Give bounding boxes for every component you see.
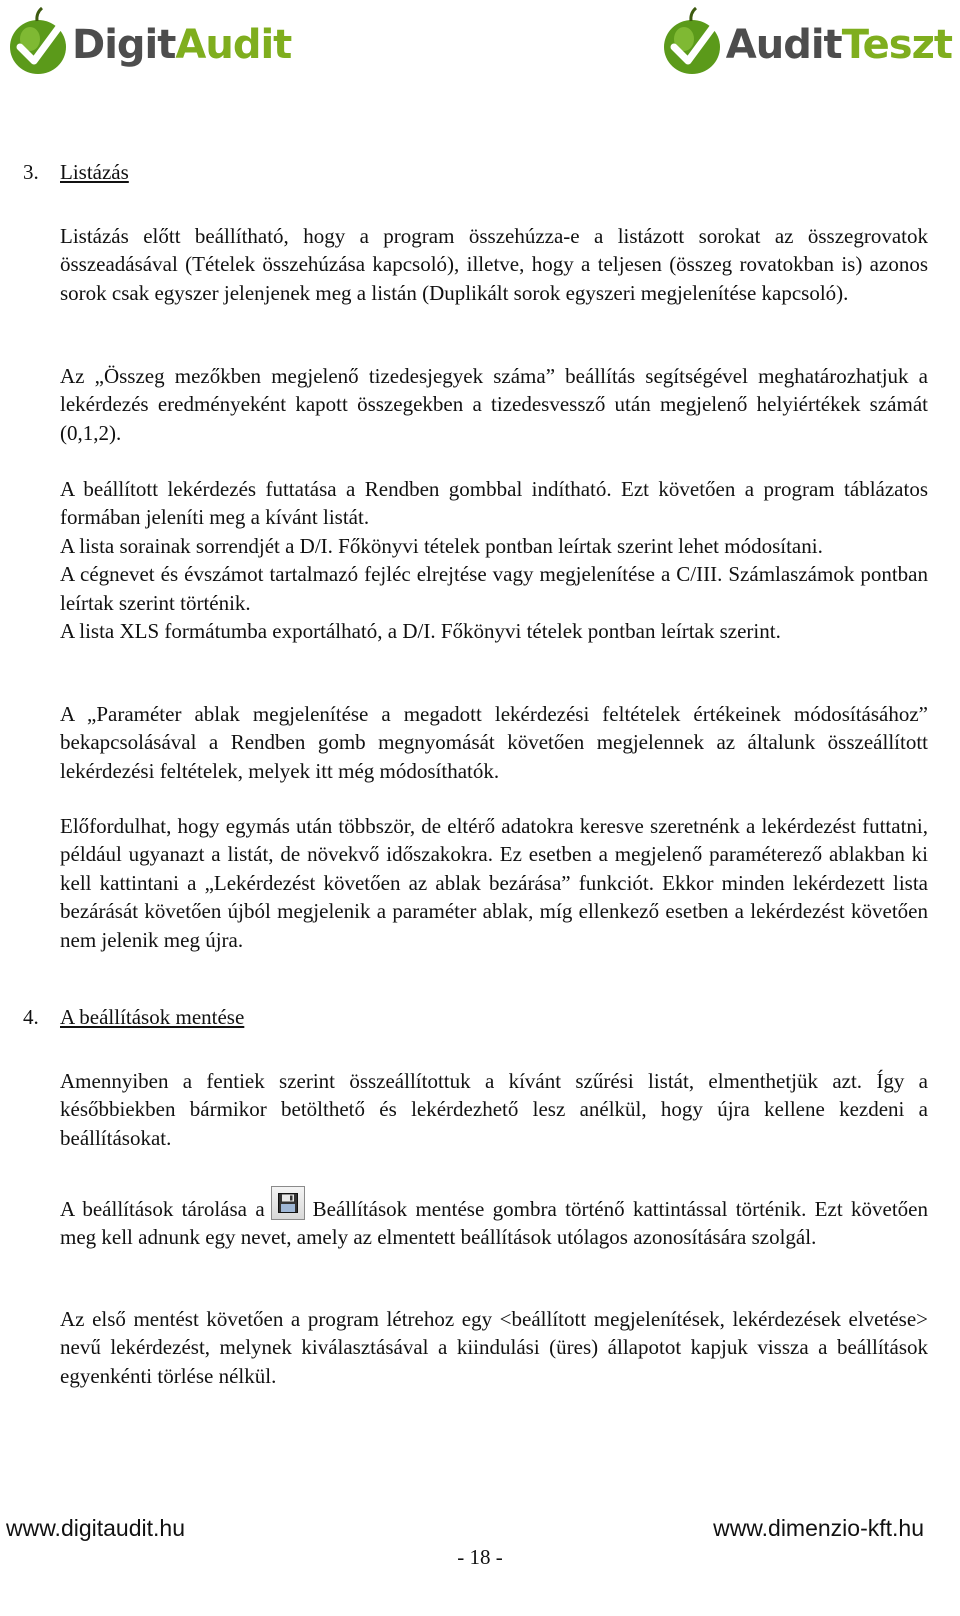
footer-link-dimenzio[interactable]: www.dimenzio-kft.hu [713,1515,924,1541]
auditteszt-logo [660,4,952,78]
digitaudit-wordmark: DigitAudit [72,22,292,68]
section-4-paragraph-2 [60,1186,928,1252]
green-apple-check-icon [660,5,724,77]
paragraph-line: A beállított lekérdezés futtatása a Rendben gombbal indítható. Ezt követően a program táblázatos formában jeleníti meg a kívánt listát. [60,477,928,530]
section-3-paragraph-4: A „Paraméter ablak megjelenítése a megadott lekérdezési feltételek értékeinek módosításához” bekapcsolásával a Rendben gomb megnyomását követően megjelennek az általunk összeállított lekérdezési feltételek, melyek itt még módosíthatók. [60,702,928,783]
paragraph-text: Beállítások mentése gombra történő kattintással történik. Ezt követően meg kell adnunk egy nevet, amely az elmentett beállítások utólagos azonosítására szolgál. [60,1197,928,1250]
page-number: - 18 - [457,1545,503,1569]
section-4-heading: 4. A beállítások mentése [23,1005,245,1029]
digitaudit-logo [6,4,291,78]
section-3-paragraph-5: Előfordulhat, hogy egymás után többször, de eltérő adatokra keresve szeretnénk a lekérdezést futtatni, például ugyanazt a listát, de növekvő időszakokra. Ez esetben a megjelenő paraméterező ablakban ki kell kattintani a „Lekérdezést követően az ablak bezárása” funkciót. Ekkor minden lekérdezett lista bezárását követően újból megjelenik a paraméter ablak, míg ellenkező esetben a lekérdezést követően nem jelenik meg újra. [60,814,928,952]
section-3-paragraph-3 [60,475,928,645]
floppy-disk-save-icon [271,1186,305,1220]
paragraph-line: A cégnevet és évszámot tartalmazó fejléc elrejtése vagy megjelenítése a C/III. Számlaszámok pontban leírtak szerint történik. [60,562,928,615]
section-3-heading: 3. Listázás [23,160,129,184]
paragraph-line: A lista sorainak sorrendjét a D/I. Főkönyvi tételek pontban leírtak szerint lehet módosítani. [60,533,823,558]
section-4-paragraph-1: Amennyiben a fentiek szerint összeállítottuk a kívánt szűrési listát, elmenthetjük azt. Így a későbbiekben bármikor betölthető és lekérdezhető lesz anélkül, hogy újra kellene kezdeni a beállításokat. [60,1069,928,1150]
paragraph-text: A beállítások tárolása a [60,1197,265,1221]
paragraph-line: A lista XLS formátumba exportálható, a D/I. Főkönyvi tételek pontban leírtak szerint. [60,619,781,644]
green-apple-check-icon [6,5,70,77]
auditteszt-wordmark: AuditTeszt [725,22,952,68]
section-3-paragraph-1: Listázás előtt beállítható, hogy a program összehúzza-e a listázott sorokat az összegrovatok összeadásával (Tételek összehúzása kapcsoló), illetve, hogy a teljesen (összeg rovatokban is) azonos sorok csak egyszer jelenjenek meg a listán (Duplikált sorok egyszeri megjelenítése kapcsoló). [60,224,928,305]
section-4-paragraph-3: Az első mentést követően a program létrehoz egy <beállított megjelenítések, lekérdezések elvetése> nevű lekérdezést, melynek kiválasztásával a kiindulási (üres) állapotot kapjuk vissza a beállítások egyenkénti törlése nélkül. [60,1307,928,1388]
section-3-paragraph-2: Az „Összeg mezőkben megjelenő tizedesjegyek száma” beállítás segítségével meghatározhatjuk a lekérdezés eredményeként kapott összegekben a tizedesvessző után megjelenő helyiértékek számát (0,1,2). [60,364,928,445]
footer-link-digitaudit[interactable]: www.digitaudit.hu [6,1515,185,1541]
